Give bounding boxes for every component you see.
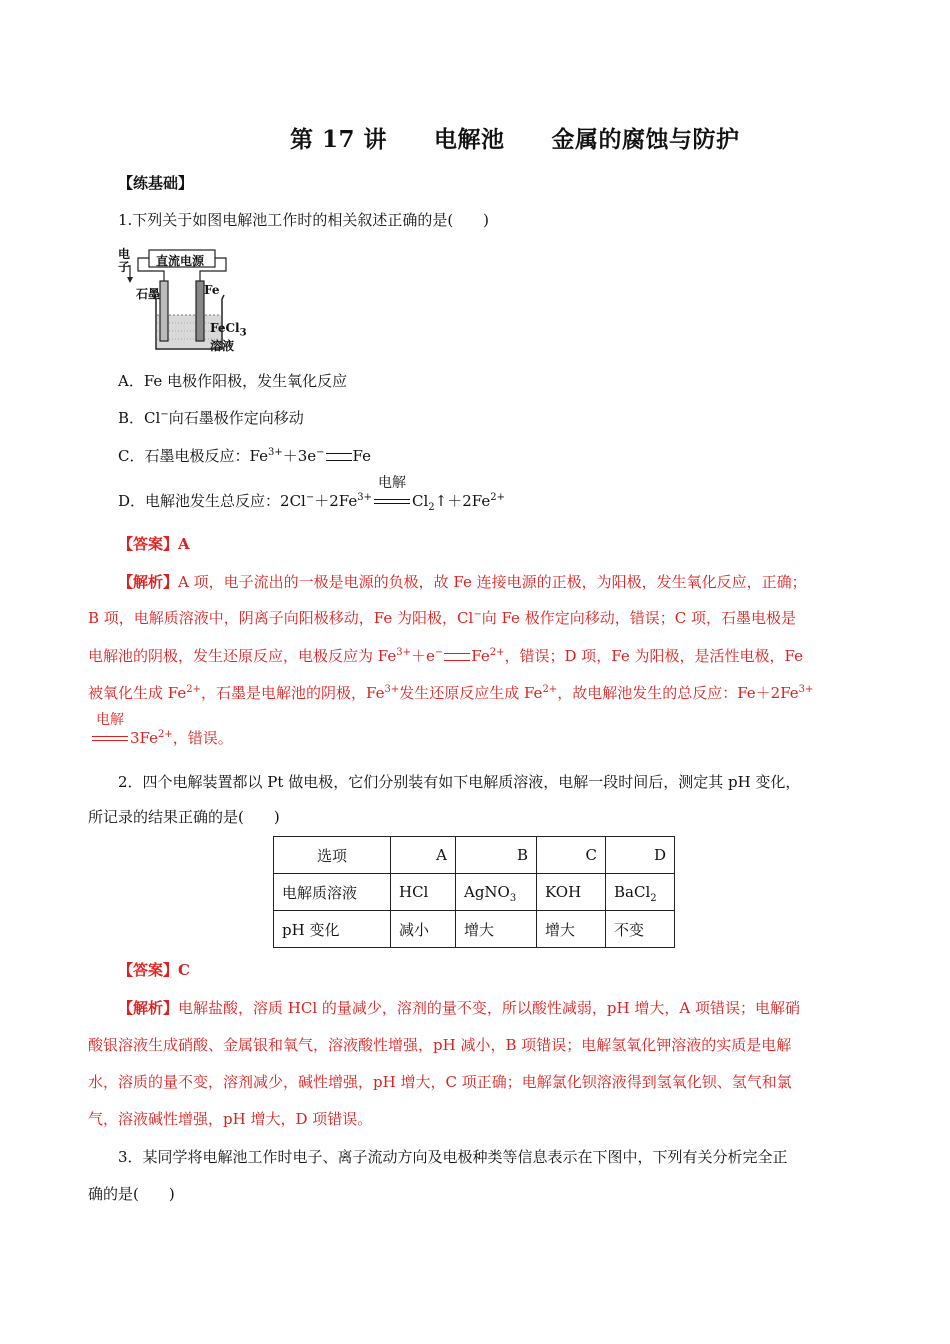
q1-option-a: A．Fe 电极作阳极，发生氧化反应 — [118, 372, 348, 390]
q1-analysis-line-4: 被氧化生成 $Fe^{2+}$，石墨是电解池的阴极，$Fe^{3+}$发生还原反应生成 $Fe^{2+}$，故电解池发生的总反应：$Fe+2Fe^{3+}$ — [88, 684, 814, 702]
solution-label: FeCl$_3$ — [210, 321, 247, 339]
table-header-cell: C — [537, 837, 606, 874]
page-title: 第 17 讲 电解池 金属的腐蚀与防护 — [290, 126, 740, 153]
table-cell: KOH — [537, 874, 606, 911]
iron-label: Fe — [204, 283, 220, 297]
q2-analysis-line-1: 【解析】电解盐酸，溶质 HCl 的量减少，溶剂的量不变，所以酸性减弱，pH 增大，A 项错误；电解硝 — [118, 999, 800, 1017]
q1-analysis-line-2: B 项，电解质溶液中，阴离子向阳极移动，Fe 为阳极，Cl−向 Fe 极作定向移动，错误；C 项，石墨电极是 — [88, 609, 796, 627]
electron-label: 电子 — [118, 247, 131, 274]
table-row — [274, 874, 675, 911]
table-cell: 电解质溶液 — [274, 874, 391, 911]
table-cell: pH 变化 — [274, 911, 391, 948]
q3-stem-line-1: 3．某同学将电解池工作时电子、离子流动方向及电极种类等信息表示在下图中，下列有关分析完全正 — [118, 1148, 788, 1166]
table-header-cell: A — [391, 837, 456, 874]
q2-analysis-line-2: 酸银溶液生成硝酸、金属银和氧气，溶液酸性增强，pH 减小，B 项错误；电解氢氧化钾溶液的实质是电解 — [88, 1036, 792, 1054]
table-cell: 增大 — [456, 911, 537, 948]
q1-analysis-line-3: 电解池的阴极，发生还原反应，电极反应为 $Fe^{3+}+e^-$ $Fe^{2+}$，错误；D 项，Fe 为阳极，是活性电极，Fe — [88, 647, 803, 665]
q2-analysis-line-3: 水，溶质的量不变，溶剂减少，碱性增强，pH 增大，C 项正确；电解氯化钡溶液得到氢氧化钡、氢气和氯 — [88, 1073, 792, 1091]
q1-analysis-line-1: 【解析】A 项，电子流出的一极是电源的负极，故 Fe 连接电源的正极，为阳极，发生氧化反应，正确； — [118, 573, 807, 591]
electrolysis-cell-diagram — [118, 245, 258, 355]
q2-options-table — [273, 836, 675, 948]
table-row — [274, 837, 675, 874]
q1-analysis-line-5: 电解 $3Fe^{2+}$，错误。 — [90, 728, 233, 748]
section-label: 【练基础】 — [118, 174, 194, 192]
table-row — [274, 911, 675, 948]
table-cell: BaCl$_2$ — [606, 874, 675, 911]
table-cell: 增大 — [537, 911, 606, 948]
q2-stem-line-1: 2．四个电解装置都以 Pt 做电极，它们分别装有如下电解质溶液，电解一段时间后，测定其 pH 变化， — [118, 773, 801, 791]
table-cell: AgNO$_3$ — [456, 874, 537, 911]
table-cell: 不变 — [606, 911, 675, 948]
q2-stem-line-2: 所记录的结果正确的是( ) — [88, 808, 280, 826]
table-header-cell: B — [456, 837, 537, 874]
electrolysis-arrow: 电解 — [374, 495, 410, 509]
q1-stem: 1.下列关于如图电解池工作时的相关叙述正确的是( ) — [118, 211, 490, 229]
graphite-label: 石墨 — [136, 287, 161, 301]
power-source-label: 直流电源 — [156, 254, 205, 268]
table-header-cell: D — [606, 837, 675, 874]
solution-label-2: 溶液 — [210, 339, 235, 353]
q1-option-d: D．电解池发生总反应：$2Cl^-+2Fe^{3+}$ 电解 $Cl_2↑+2Fe^{2+}$ — [118, 475, 505, 513]
table-header-cell: 选项 — [274, 837, 391, 874]
electrolysis-arrow-2: 电解 — [92, 732, 128, 746]
q1-option-b: B．Cl−向石墨极作定向移动 — [118, 409, 304, 427]
q1-option-c: C．石墨电极反应：$Fe^{3+}+3e^-$ Fe — [118, 447, 371, 465]
q1-answer: 【答案】A — [118, 535, 190, 553]
q2-analysis-line-4: 气，溶液碱性增强，pH 增大，D 项错误。 — [88, 1110, 373, 1128]
q3-stem-line-2: 确的是( ) — [88, 1185, 175, 1203]
table-cell: 减小 — [391, 911, 456, 948]
q2-answer: 【答案】C — [118, 961, 190, 979]
table-cell: HCl — [391, 874, 456, 911]
